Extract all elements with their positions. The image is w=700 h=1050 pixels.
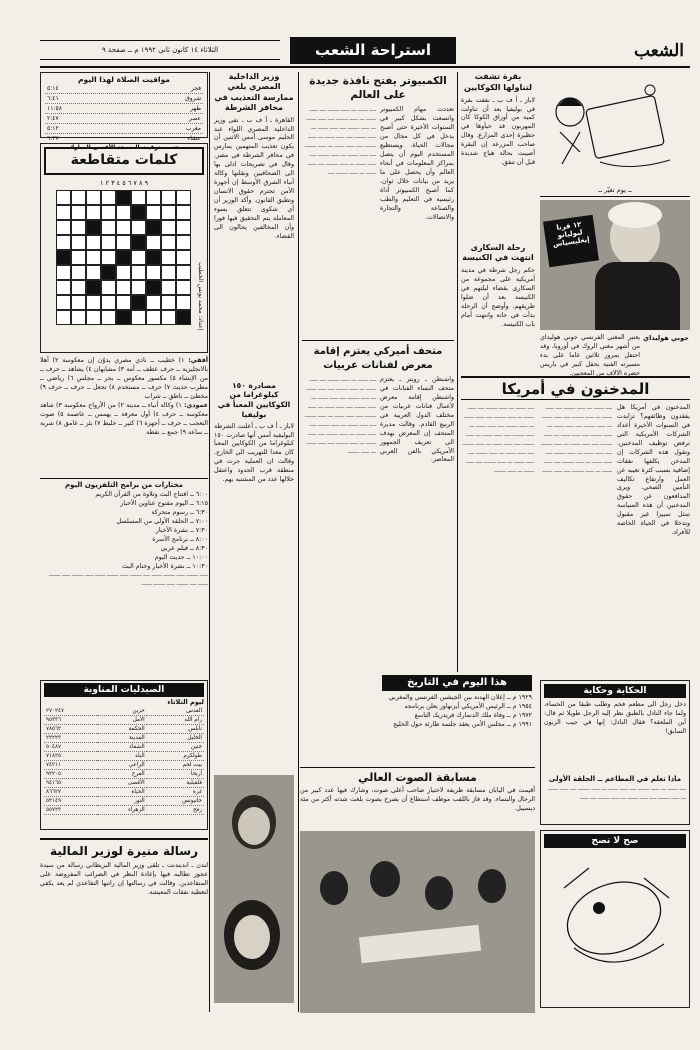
tv-title: مختارات من برامج التلفزيون اليوم xyxy=(64,481,183,489)
clues-vertical-text: ١) وكالة أنباء ــ مدينة ٢) من الأرواح معكوسة ٣) شاهد معكوسة ــ حرف ٤) أول معرفة ــ يهمس ــ عاصمة ٥) صوت التعجب ــ حرف ــ أجهزة ٦) كثير ــ خليط ٧) بئر ــ غامق ٨) شربة ــ ساعة ٩) جمع ــ نقطة xyxy=(40,401,208,436)
pharmacy-name: النور xyxy=(97,797,147,806)
person-shape xyxy=(425,876,453,910)
smokers-banner xyxy=(461,376,690,400)
tv-item: ٨:٣٠ ــ فيلم عربي xyxy=(160,544,208,552)
drunks-body: حكم رجل شرطة في مدينة أمريكية على مجموعة من السكارى بقضاء ليلتهم في الكنيسة بعد أن ضلوا طريقهم. وأوضح أن الرحلة بدأت في حانة وانتهت أمام باب الكنيسة. xyxy=(461,267,535,328)
story-box xyxy=(540,680,690,825)
crossword-cell[interactable] xyxy=(176,205,191,220)
crossword-cell[interactable] xyxy=(146,205,161,220)
crossword-cell[interactable] xyxy=(116,265,131,280)
crossword-cell[interactable] xyxy=(161,235,176,250)
story-body: دخل رجل الى مطعم فخم وطلب طبقا من الحساء، ولما جاء النادل بالطبق نظر إليه الرجل طويلا ثم قال: أين الملعقة؟ فقال النادل: إنها في جيب الزبون السابق! xyxy=(544,701,686,735)
pharmacy-phone: ٢٧٠٢٤٧ xyxy=(44,707,97,716)
prayer-time: ٢:٤٧ xyxy=(45,114,122,124)
pharmacies-title: الصيدليات المناوبة xyxy=(44,683,204,697)
american-article xyxy=(302,340,454,670)
crossword-cell[interactable] xyxy=(116,220,131,235)
crossword-block xyxy=(146,220,161,235)
cartoon-drawing xyxy=(540,72,690,182)
crossword-clues xyxy=(40,357,208,475)
history-title: هذا اليوم في التاريخ xyxy=(382,675,532,691)
caricature-title: صح لا تصح xyxy=(544,834,686,848)
prayer-times-box xyxy=(40,72,208,151)
tv-item: ٦:١٥ ــ اليوم مفتوح عناوين الأخبار xyxy=(120,499,208,507)
crossword-block xyxy=(176,310,191,325)
crossword-cell[interactable] xyxy=(146,265,161,280)
pharmacy-phone: ٨٦٦٢٧ xyxy=(44,788,97,797)
pharmacy-row xyxy=(44,779,204,788)
prayer-row xyxy=(45,104,203,114)
pharmacies-subtitle: ليوم الثلاثاء xyxy=(167,698,204,706)
crossword-cell[interactable] xyxy=(56,205,71,220)
crossword-cell[interactable] xyxy=(71,205,86,220)
crossword-cell[interactable] xyxy=(146,295,161,310)
drunks-title: رحلة السكارى انتهت في الكنيسة xyxy=(462,242,534,263)
pharmacy-city: رفح xyxy=(147,806,204,815)
crossword-cell[interactable] xyxy=(86,310,101,325)
crossword-cell[interactable] xyxy=(176,220,191,235)
pharmacy-name: الشفاء xyxy=(97,743,147,752)
crossword-block xyxy=(86,280,101,295)
cocaine-cow-article xyxy=(461,72,535,372)
crossword-block xyxy=(116,190,131,205)
crossword-cell[interactable] xyxy=(101,310,116,325)
section-title xyxy=(290,37,456,64)
pharmacy-city: جنين xyxy=(147,743,204,752)
person-shape xyxy=(320,871,348,905)
american-title: متحف أميركي يعتزم إقامة معرض لفنانات عربيات xyxy=(313,346,443,371)
pharmacy-city: الخليل xyxy=(147,734,204,743)
pharmacy-name: الأمل xyxy=(97,716,147,725)
crossword-box xyxy=(40,143,208,353)
crossword-cell[interactable] xyxy=(56,295,71,310)
cocaine-bolivia-body: لاباز ـ أ ف ب ـ أعلنت الشرطة البوليفية أمس أنها صادرت ١٥٠ كيلوغراما من الكوكايين المعبأ كان معدا للتهريب الى الخارج. وقالت ان العملية جرت في منطقة قرب الحدود واعتقل خلالها عدد من المشتبه بهم. xyxy=(214,422,294,484)
crossword-cell[interactable] xyxy=(161,205,176,220)
pharmacy-row xyxy=(44,797,204,806)
crossword-cell[interactable] xyxy=(101,220,116,235)
american-body-cont: ــــ ــــــ ـــ ـــــ ـــــــ ــــ ـــــ ــــــ ـــ ـــــ ـــــــ ــــ ـــــ ــــــ ـــ ـــــ ـــــــ ــــ ـــــ ــــــ ـــ ـــــ ـــــــ ــــ ـــــ ــــــ ـــ ـــــ ـــــــ ــــ ـــــ ــــــ ـــ ـــــ ـــــــ ــــ ـــــ ــــــ ـــ ـــــ ـــــــ ــــ ـــــ ــــــ ـــ ـــــ ـــــــ ــــ ـــــ ــــــ ـــ ـــــ ـــــــ ــــ ـــــ ــــــ ـــ ـــــ ـــــــ xyxy=(304,377,376,455)
pharmacy-name: الفرح xyxy=(97,770,147,779)
crossword-cell[interactable] xyxy=(71,265,86,280)
crossword-cell[interactable] xyxy=(146,310,161,325)
pharmacy-row xyxy=(44,716,204,725)
tv-item: ١٠:٣٠ ــ نشرة الأخبار وختام البث xyxy=(122,562,208,570)
crossword-cell[interactable] xyxy=(146,235,161,250)
prayer-note: حسب توقيت المسجد الأقصى المبارك xyxy=(68,144,180,151)
crossword-author: إعداد: محمد يونس الخطيب xyxy=(197,261,204,330)
pharmacy-name: الأقصى xyxy=(97,779,147,788)
pharmacy-name: الراعي xyxy=(97,761,147,770)
pharmacy-name: الحياة xyxy=(97,788,147,797)
prayer-time: ٥:١٤ xyxy=(45,84,122,94)
interior-minister-body: القاهرة ـ أ ف ب ـ نفى وزير الداخلية المصري اللواء عبد الحليم موسى أمس الاثنين أن يكون تعذيب المتهمين يمارس في مخافر الشرطة في مصر. وقال في تصريحات ادلى بها الى الصحافيين ونقلتها وكالة أنباء الشرق الأوسط إن أجهزة الأمن تحترم حقوق الانسان وتطبق القانون. وأكد الوزير أن أي شكوى تتعلق بسوء المعاملة يتم التحقيق فيها فورا وأن المخالفين يحالون الى القضاء. xyxy=(214,116,294,240)
prayer-row xyxy=(45,94,203,104)
prayer-time: ٦:٤١ xyxy=(45,94,122,104)
crossword-block xyxy=(131,235,146,250)
crossword-cell[interactable] xyxy=(161,280,176,295)
crossword-cell[interactable] xyxy=(176,265,191,280)
pharmacy-row xyxy=(44,788,204,797)
pharmacy-phone: ٧٨٥٦٢ xyxy=(44,725,97,734)
history-item: ١٩٢٩ م ــ إعلان الهدنة بين الجيشين الفرنسي والمغربي xyxy=(388,694,532,701)
prayer-row xyxy=(45,124,203,134)
story-title: الحكاية وحكاية xyxy=(544,684,686,698)
pharmacies-box xyxy=(40,680,208,830)
column-rule xyxy=(457,72,458,672)
tv-item: ٨:٠٠ ــ برنامج الأسرة xyxy=(152,535,208,543)
placard-shape xyxy=(359,925,481,963)
crossword-cell[interactable] xyxy=(116,280,131,295)
prayer-name: شروق xyxy=(122,94,203,104)
pharmacy-phone: ٥٠٤٨٧ xyxy=(44,743,97,752)
pharmacy-row xyxy=(44,761,204,770)
computer-body-cont: ــــ ــــــ ـــ ـــــ ـــــــ ــــ ـــــ ــــــ ـــ ـــــ ـــــــ ــــ ـــــ ــــــ ـــ ـــــ ـــــــ ــــ ـــــ ــــــ ـــ ـــــ ـــــــ ــــ ـــــ ــــــ ـــ ـــــ ـــــــ ــــ ـــــ ــــــ ـــ ـــــ ـــــــ ــــ ـــــ ــــــ ـــ ـــــ ـــــــ ــــ ـــــ ــــــ ـــ ـــــ ـــــــ ــــ ـــــ ــــــ ـــ ـــــ ـــــــ ــــ xyxy=(304,107,376,176)
pharmacy-city: نابلس xyxy=(147,725,204,734)
prayer-name: مغرب xyxy=(122,124,203,134)
contest-title: مسابقة الصوت العالي xyxy=(358,771,477,784)
crossword-cell[interactable] xyxy=(101,280,116,295)
pharmacy-row xyxy=(44,743,204,752)
caricature-box xyxy=(540,830,690,1008)
pharmacy-city: بيت لحم xyxy=(147,761,204,770)
computer-article xyxy=(302,72,454,337)
prayer-row xyxy=(45,84,203,94)
singer-body: يعتبر المغني الفرنسي جوني هوليداي من أشهر مغني الروك في أوروبا، وقد احتفل بمرور ثلاثين عاما على بدء مسيرته الفنية بحفل كبير في باريس حضره الآلاف من المعجبين. xyxy=(540,334,640,377)
smokers-article xyxy=(461,404,690,672)
crossword-cell[interactable] xyxy=(56,280,71,295)
history-item: ١٩٧٢ م ــ وفاة ملك الدنمارك فريدريك التاسع xyxy=(414,711,532,719)
pharmacy-row xyxy=(44,707,204,716)
history-box xyxy=(302,675,532,765)
crossword-cell[interactable] xyxy=(71,235,86,250)
crossword-cell[interactable] xyxy=(71,190,86,205)
crossword-cell[interactable] xyxy=(161,265,176,280)
prayer-title: مواقيت الصلاة لهذا اليوم xyxy=(78,75,170,84)
crossword-cell[interactable] xyxy=(131,220,146,235)
crossword-cell[interactable] xyxy=(101,235,116,250)
crossword-cell[interactable] xyxy=(86,190,101,205)
crossword-block xyxy=(116,250,131,265)
pharmacy-city: القدس xyxy=(147,707,204,716)
person-shape xyxy=(478,869,506,903)
prayer-time: ١١:٥٨ xyxy=(45,104,122,114)
singer-hair-shape xyxy=(608,202,662,228)
pharmacy-row xyxy=(44,752,204,761)
crossword-block xyxy=(146,280,161,295)
tv-item: ٦:٣٠ ــ رسوم متحركة xyxy=(151,508,208,516)
pharmacy-city: غزة xyxy=(147,788,204,797)
crossword-cell[interactable] xyxy=(116,295,131,310)
crossword-cell[interactable] xyxy=(101,250,116,265)
computer-title: الكمبيوتر يفتح نافذة جديدة على العالم xyxy=(309,75,447,102)
crossword-cell[interactable] xyxy=(86,250,101,265)
cartoon-caption: ــ يوم تغيّر ــ xyxy=(598,186,632,194)
history-item: ١٩٩١ م ــ مجلس الأمن يعقد جلسة طارئة حول الخليج xyxy=(392,720,532,728)
tv-filler: ـــــ ـــــــ ـــــ ـــــــ ــــــ ــــ ـــــــ ـــــ ـــــــ ــــــ ـــــ ـــــــ ـــــ ـــــــ ــــــ ــــ ـــــــ ـــــ ـــــــ ــــــ xyxy=(48,572,208,588)
crossword-cell[interactable] xyxy=(161,220,176,235)
crossword-cell[interactable] xyxy=(56,265,71,280)
crossword-block xyxy=(86,220,101,235)
crossword-cell[interactable] xyxy=(161,295,176,310)
crossword-cell[interactable] xyxy=(176,235,191,250)
pharmacy-name: الزهراء xyxy=(97,806,147,815)
column-rule xyxy=(298,72,299,1012)
prayer-time: ٥:١٢ xyxy=(45,124,122,134)
crossword-cell[interactable] xyxy=(116,235,131,250)
crossword-block xyxy=(116,310,131,325)
crossword-cell[interactable] xyxy=(71,295,86,310)
crossword-grid xyxy=(56,190,191,330)
crossword-cell[interactable] xyxy=(101,190,116,205)
crossword-numbers: ٩ ٨ ٧ ٦ ٥ ٤ ٣ ٢ ١ xyxy=(99,179,149,187)
singer-photo xyxy=(540,200,690,330)
crossword-cell[interactable] xyxy=(176,250,191,265)
pharmacy-row xyxy=(44,725,204,734)
pharmacy-name: البلد xyxy=(97,752,147,761)
crossword-block xyxy=(131,205,146,220)
computer-body: تعددت مهام الكمبيوتر واتسعت بشكل كبير في السنوات الأخيرة حتى أصبح يدخل في كل مجال من مجالات الحياة. ويستطيع المستخدم اليوم أن يتصل بمراكز المعلومات في أنحاء العالم وأن يحصل على ما يريد من بيانات خلال ثوان. كما أصبح الكمبيوتر أداة رئيسية في التعليم والطب والصناعة والتجارة والاتصالات. xyxy=(380,106,454,221)
pharmacy-row xyxy=(44,806,204,815)
caricature-drawing xyxy=(544,848,686,998)
interior-minister-article xyxy=(214,72,294,492)
pharmacies-table xyxy=(44,707,204,815)
crossword-cell[interactable] xyxy=(56,220,71,235)
pharmacy-city: خانيونس xyxy=(147,797,204,806)
pharmacy-city: قلقيلية xyxy=(147,779,204,788)
prayer-name: عشاء xyxy=(122,134,203,144)
crossword-cell[interactable] xyxy=(101,295,116,310)
singer-body-shape xyxy=(595,262,680,330)
crossword-block xyxy=(56,250,71,265)
crossword-cell[interactable] xyxy=(56,190,71,205)
column-rule xyxy=(209,72,210,1012)
crossword-cell[interactable] xyxy=(56,310,71,325)
crossword-cell[interactable] xyxy=(86,295,101,310)
tv-schedule xyxy=(40,478,208,674)
letter-article xyxy=(40,838,208,1008)
crossword-cell[interactable] xyxy=(71,220,86,235)
smokers-body-cont: ــــ ــــــ ـــ ـــــ ـــــــ ــــ ـــــ ــــــ ـــ ـــــ ـــــــ ــــ ـــــ ــــــ ـــ ـــــ ـــــــ ــــ ـــــ ــــــ ـــ ـــــ ـــــــ ــــ ـــــ ــــــ ـــ ـــــ ـــــــ ــــ ـــــ ــــــ ـــ ـــــ ـــــــ ــــ ـــــ ــــــ ـــ ـــــ ـــــــ ــــ ـــــ ــــــ ـــ ـــــ ـــــــ ــــ ـــــ ــــــ ـــ ـــــ ـــــــ ــــ ـــــ ــــــ xyxy=(540,405,612,474)
crossword-cell[interactable] xyxy=(86,265,101,280)
crossword-cell[interactable] xyxy=(131,265,146,280)
pharmacy-phone: ٩٥٣٣٦ xyxy=(44,716,97,725)
singer-badge: ١٢ قرنا ليوليانو إيغليسياس xyxy=(543,215,599,268)
pharmacy-phone: ٧٤٢١١ xyxy=(44,761,97,770)
clues-vertical-label: عمودي: xyxy=(184,401,208,409)
prayer-time: ٦:٣٧ xyxy=(45,134,122,144)
clues-horizontal-text: ١) خطيب ــ نادي مصري يدوّن إن معكوسة ٢) أهلا بالانجليزية ــ حرف عطف ــ أمة ٣) مشابهان ٤) يشاهد ــ حرف ــ من الإنشاء ٥) مكسور معكوس ــ بحر ــ مجلس ٦) رياضي ــ مطرب حديث ٧) حرف ــ مستخدم ٨) تجعل ــ حرف ــ حرف ٩) مخطئ ــ ناطق ــ شراب xyxy=(40,357,209,400)
masthead-logo xyxy=(628,38,690,64)
letter-title: رسالة منيرة لوزير المالية xyxy=(49,844,199,858)
crossword-block xyxy=(131,295,146,310)
date-line xyxy=(40,40,280,60)
cartoon-box xyxy=(540,72,690,197)
crossword-cell[interactable] xyxy=(176,190,191,205)
pharmacy-city: رام الله xyxy=(147,716,204,725)
tv-item: ٧:٠٠ ــ الحلقة الأولى من المسلسل xyxy=(116,517,208,525)
pharmacy-city: طولكرم xyxy=(147,752,204,761)
crossword-cell[interactable] xyxy=(131,280,146,295)
crossword-cell[interactable] xyxy=(146,190,161,205)
pharmacy-row xyxy=(44,770,204,779)
crossword-cell[interactable] xyxy=(131,190,146,205)
pharmacy-city: أريحا xyxy=(147,770,204,779)
smokers-title: المدخنون في أمريكا xyxy=(501,380,650,398)
prayer-name: عصر xyxy=(122,114,203,124)
crossword-cell[interactable] xyxy=(71,250,86,265)
prayer-name: فجر xyxy=(122,84,203,94)
prayer-table xyxy=(45,84,203,144)
pharmacy-phone: ٧١٨٢٥ xyxy=(44,752,97,761)
contest-article xyxy=(300,767,535,1007)
pharmacy-phone: ٢٢٢٢٣ xyxy=(44,734,97,743)
photo-portraits xyxy=(214,775,294,1003)
crossword-cell[interactable] xyxy=(71,310,86,325)
crossword-cell[interactable] xyxy=(161,250,176,265)
contest-photo xyxy=(300,831,535,1013)
history-item: ١٩٥٤ م ــ الرئيس الأمريكي أيزنهاور يعلن برنامجه xyxy=(404,702,532,710)
person-shape xyxy=(370,861,400,897)
american-body: واشنطن ـ رويتر ـ يعتزم متحف النساء الفنانات في واشنطن إقامة معرض لأعمال فنانات عربيات من مختلف الدول العربية في الربيع القادم. وقالت مديرة المتحف إن المعرض يهدف الى تعريف الجمهور الأمريكي بالفن العربي المعاصر. xyxy=(380,376,454,464)
crossword-title: كلمات متقاطعة xyxy=(44,147,204,175)
interior-minister-title: وزير الداخلية المصري يلغي ممارسة التعذيب في مخافر الشرطة xyxy=(214,72,294,113)
singer-caption: جوني هوليداي xyxy=(643,334,689,342)
pharmacy-row xyxy=(44,734,204,743)
crossword-cell[interactable] xyxy=(176,280,191,295)
crossword-cell[interactable] xyxy=(161,190,176,205)
pharmacy-phone: ٥٣١٤٩ xyxy=(44,797,97,806)
crossword-block xyxy=(101,265,116,280)
crossword-cell[interactable] xyxy=(176,295,191,310)
crossword-cell[interactable] xyxy=(161,310,176,325)
cocaine-cow-title: بقرة تشفت لتناولها الكوكايين xyxy=(463,72,533,92)
prayer-row xyxy=(45,134,203,144)
smokers-body-cont: ــــ ــــــ ـــ ـــــ ـــــــ ــــ ـــــ ــــــ ـــ ـــــ ـــــــ ــــ ـــــ ــــــ ـــ ـــــ ـــــــ ــــ ـــــ ــــــ ـــ ـــــ ـــــــ ــــ ـــــ ــــــ ـــ ـــــ ـــــــ ــــ ـــــ ــــــ ـــ ـــــ ـــــــ ــــ ـــــ ــــــ ـــ ـــــ ـــــــ ــــ ـــــ ــــــ ـــ ـــــ ـــــــ ــــ ـــــ ــــــ ـــ ـــــ ـــــــ xyxy=(462,405,534,474)
pharmacy-phone: ٥٥٧٢٣ xyxy=(44,806,97,815)
pharmacy-phone: ٩٢٢٠٥ xyxy=(44,770,97,779)
pharmacy-name: حزين xyxy=(97,707,147,716)
prayer-row xyxy=(45,114,203,124)
crossword-cell[interactable] xyxy=(71,280,86,295)
contest-body: أقيمت في اليابان مسابقة طريفة لاختيار صاحب أعلى صوت، وشارك فيها عدد كبير من الرجال والنساء. وقد فاز باللقب موظف استطاع أن يصرخ بصوت بلغت شدته أكثر من مئة ديسيبل. xyxy=(300,787,535,812)
letter-body: لندن ـ اندبندنت ـ تلقى وزير المالية البريطاني رسالة من سيدة عجوز تطالبه فيها بإعادة النظر في الضرائب المفروضة على المتقاعدين. وقالت في رسالتها إن راتبها التقاعدي لم يعد يكفي لتغطية نفقات المعيشة. xyxy=(40,862,208,896)
crossword-cell[interactable] xyxy=(56,235,71,250)
story-filler: ــــ ــــــ ـــ ـــــ ـــــــ ــــ ـــــ ــــــ ـــ ـــــ ـــــــ ــــ ـــــ ــــــ ـــ ـــــ ـــــــ ــــ ـــــ ــــــ ـــ ـــــ ـــــــ ــــ ـــــ xyxy=(548,786,686,801)
pharmacy-phone: ٩٤١٦٥ xyxy=(44,779,97,788)
crossword-cell[interactable] xyxy=(131,310,146,325)
tv-item: ٦:٠٠ ــ افتتاح البث وتلاوة من القرآن الكريم xyxy=(95,491,208,498)
prayer-name: ظهر xyxy=(122,104,203,114)
crossword-block xyxy=(146,250,161,265)
logo-text: الشعب xyxy=(634,41,684,61)
crossword-cell[interactable] xyxy=(116,205,131,220)
face-shape xyxy=(234,915,270,959)
story-subtitle: ماذا تعلم في المطاعم ــ الحلقة الأولى xyxy=(548,775,682,783)
crossword-cell[interactable] xyxy=(86,205,101,220)
cocaine-cow-body: لاباز ـ أ ف ب ـ نفقت بقرة في بوليفيا بعد أن تناولت كمية من أوراق الكوكا كان المهربون قد خبأوها في حظيرة إحدى المزارع. وقال صاحب المزرعة إن البقرة أصيبت بحالة هياج شديدة قبل أن تنفق. xyxy=(461,96,535,167)
face-shape xyxy=(238,807,270,845)
cocaine-bolivia-title: مصادرة ١٥٠ كيلوغراما من الكوكايين المعبأ في بوليفيا xyxy=(217,380,291,419)
pharmacy-name: المدينة xyxy=(97,734,147,743)
header-rule xyxy=(40,66,690,68)
date-text: الثلاثاء ١٤ كانون ثاني ١٩٩٢ م ــ صفحة ٩ xyxy=(101,46,219,54)
section-title-text: استراحة الشعب xyxy=(314,41,431,59)
smokers-body: المدخنون في أمريكا هل يفقدون وظائفهم؟ تزايدت في السنوات الأخيرة أعداد الشركات الأمريكية التي ترفض توظيف المدخنين. وتقول هذه الشركات إن المدخن يكلفها نفقات إضافية بسبب كثرة تغيبه عن العمل وارتفاع تكاليف التأمين الصحي. ويرى المدافعون عن حقوق المدخنين أن هذه السياسة تمثل تمييزا غير مقبول وتدخلا في الحياة الخاصة للأفراد. xyxy=(617,404,690,537)
tv-item: ١٠:٠٠ ــ حديث اليوم xyxy=(154,553,208,561)
crossword-cell[interactable] xyxy=(86,235,101,250)
tv-item: ٧:٣٠ ــ نشرة الأخبار xyxy=(155,526,208,534)
crossword-cell[interactable] xyxy=(131,250,146,265)
clues-horizontal-label: أفقي: xyxy=(188,357,208,364)
crossword-cell[interactable] xyxy=(101,205,116,220)
pharmacy-name: الحكمة xyxy=(97,725,147,734)
